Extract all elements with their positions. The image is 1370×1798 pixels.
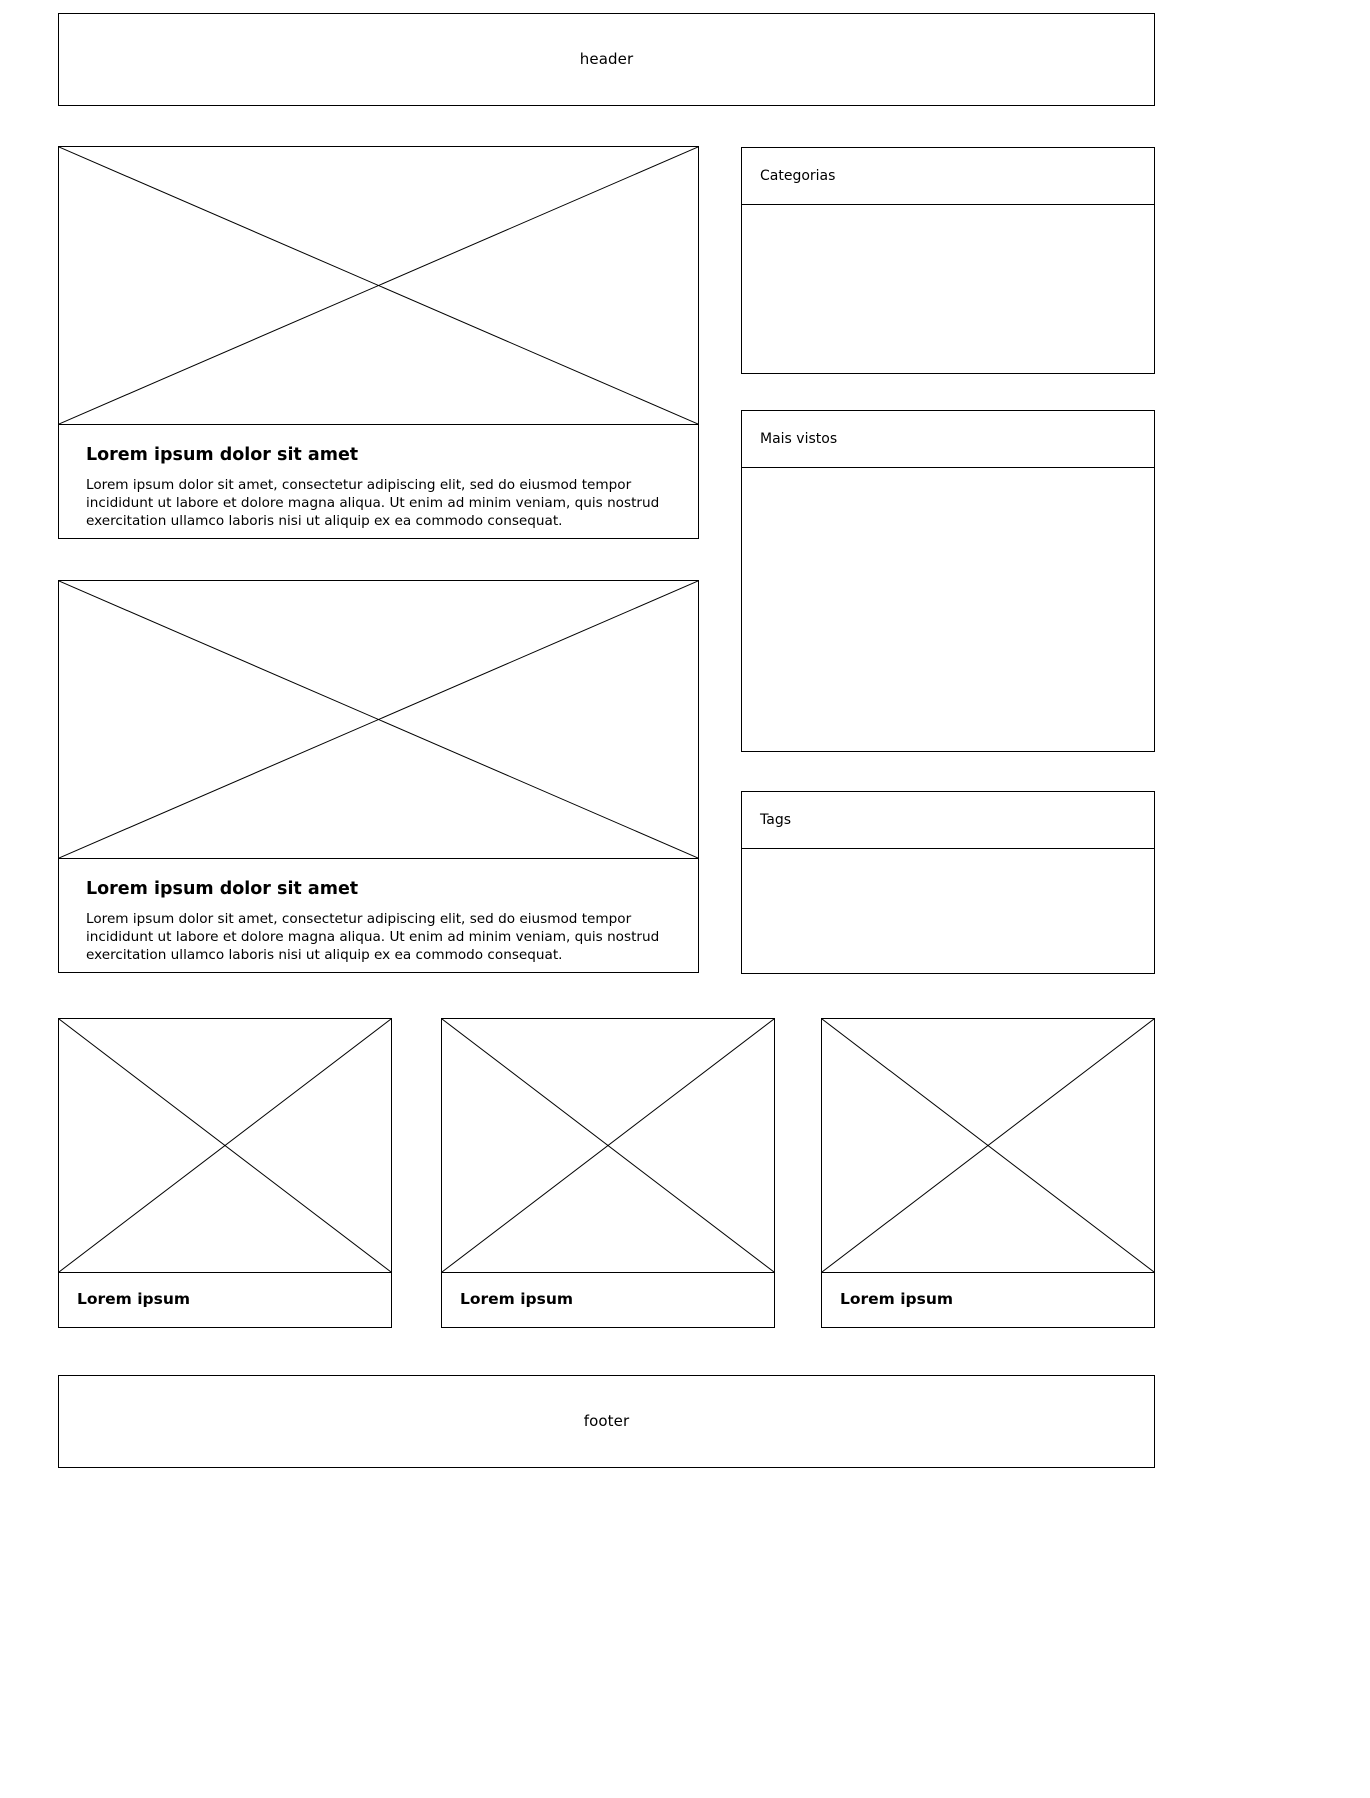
card-caption-2 [441, 1272, 775, 1328]
image-placeholder [441, 1018, 775, 1272]
panel-header-categorias [741, 147, 1155, 205]
panel-header-mais-vistos [741, 410, 1155, 468]
header-label: header [579, 50, 634, 68]
panel-body-categorias[interactable] [741, 205, 1155, 374]
header-banner [58, 13, 1155, 106]
sidebar-panel-tags [741, 791, 1155, 974]
panel-title: Categorias [760, 168, 836, 184]
footer-banner [58, 1375, 1155, 1468]
card-2[interactable] [441, 1018, 775, 1328]
panel-title: Tags [760, 812, 791, 828]
panel-body-mais-vistos[interactable] [741, 468, 1155, 752]
article-text: Lorem ipsum dolor sit amet, consectetur adipiscing elit, sed do eiusmod tempor incididunt ut labore et dolore magna aliqua. Ut enim ad minim veniam, quis nostrud exercitation ullamco laboris nisi ut aliquip ex ea commodo consequat. [86, 477, 660, 529]
article-text: Lorem ipsum dolor sit amet, consectetur adipiscing elit, sed do eiusmod tempor incididunt ut labore et dolore magna aliqua. Ut enim ad minim veniam, quis nostrud exercitation ullamco laboris nisi ut aliquip ex ea commodo consequat. [86, 911, 660, 963]
card-caption-1 [58, 1272, 392, 1328]
image-placeholder [58, 580, 699, 858]
image-placeholder [58, 146, 699, 424]
article-body-2 [58, 858, 699, 973]
panel-body-tags[interactable] [741, 849, 1155, 974]
card-label: Lorem ipsum [460, 1290, 574, 1309]
article-body-1 [58, 424, 699, 539]
card-1[interactable] [58, 1018, 392, 1328]
article-title: Lorem ipsum dolor sit amet [86, 879, 359, 899]
image-placeholder [58, 1018, 392, 1272]
card-label: Lorem ipsum [840, 1290, 954, 1309]
sidebar-panel-mais-vistos [741, 410, 1155, 752]
article-title: Lorem ipsum dolor sit amet [86, 445, 359, 465]
card-3[interactable] [821, 1018, 1155, 1328]
card-label: Lorem ipsum [77, 1290, 191, 1309]
card-caption-3 [821, 1272, 1155, 1328]
image-placeholder [821, 1018, 1155, 1272]
panel-title: Mais vistos [760, 431, 838, 447]
sidebar-panel-categorias [741, 147, 1155, 374]
footer-label: footer [583, 1412, 630, 1430]
panel-header-tags [741, 791, 1155, 849]
article-card-1[interactable] [58, 146, 699, 539]
article-card-2[interactable] [58, 580, 699, 973]
